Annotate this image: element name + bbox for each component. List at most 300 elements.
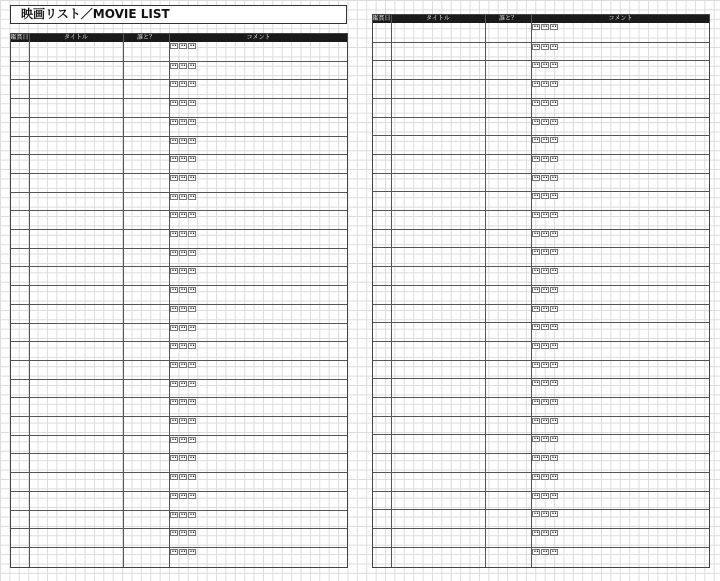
rating-boxes bbox=[532, 474, 559, 481]
rating-box[interactable]: •• bbox=[551, 324, 557, 331]
rating-boxes bbox=[170, 138, 197, 145]
table-row[interactable] bbox=[372, 378, 710, 397]
rating-box[interactable]: •• bbox=[542, 193, 548, 200]
rating-boxes bbox=[532, 530, 559, 537]
rating-box[interactable]: •• bbox=[542, 436, 548, 443]
rating-box[interactable]: •• bbox=[533, 324, 539, 331]
rating-box[interactable]: •• bbox=[551, 286, 557, 293]
rating-box[interactable]: •• bbox=[180, 231, 186, 237]
rating-box[interactable]: •• bbox=[542, 137, 548, 144]
rating-boxes bbox=[532, 493, 559, 500]
rating-box[interactable]: •• bbox=[171, 62, 177, 69]
rating-boxes bbox=[170, 455, 197, 462]
rating-box[interactable]: •• bbox=[171, 399, 177, 406]
rating-box[interactable]: •• bbox=[189, 100, 195, 107]
rating-box[interactable]: •• bbox=[180, 361, 186, 368]
rating-box[interactable]: •• bbox=[533, 305, 539, 312]
table-row[interactable] bbox=[10, 210, 348, 229]
rating-boxes bbox=[170, 325, 197, 332]
rating-box[interactable]: •• bbox=[189, 193, 195, 200]
rating-boxes bbox=[532, 436, 559, 443]
rating-box[interactable]: •• bbox=[189, 212, 195, 219]
rating-boxes bbox=[170, 175, 197, 182]
rating-box[interactable]: •• bbox=[180, 287, 186, 294]
rating-box[interactable]: •• bbox=[551, 268, 557, 275]
rating-box[interactable]: •• bbox=[189, 137, 195, 144]
rating-box[interactable]: •• bbox=[180, 137, 186, 144]
rating-box[interactable]: •• bbox=[171, 492, 177, 499]
rating-boxes bbox=[170, 549, 197, 556]
rating-box[interactable]: •• bbox=[533, 268, 539, 275]
rating-box[interactable]: •• bbox=[533, 342, 539, 349]
rating-boxes bbox=[170, 287, 197, 294]
rating-boxes bbox=[170, 381, 197, 388]
rating-box[interactable]: •• bbox=[533, 529, 539, 536]
rating-box[interactable]: •• bbox=[180, 305, 186, 312]
rating-box[interactable]: •• bbox=[189, 530, 195, 537]
rating-box[interactable]: •• bbox=[171, 343, 177, 350]
rating-box[interactable]: •• bbox=[542, 174, 548, 181]
table-row[interactable] bbox=[10, 79, 348, 98]
rating-boxes bbox=[170, 231, 197, 238]
rating-boxes bbox=[170, 250, 197, 257]
rating-box[interactable]: •• bbox=[542, 492, 548, 499]
rating-box[interactable]: •• bbox=[542, 24, 548, 30]
rating-boxes bbox=[532, 81, 559, 88]
rating-box[interactable]: •• bbox=[189, 43, 195, 49]
table-row[interactable] bbox=[10, 42, 348, 61]
rating-boxes bbox=[170, 268, 197, 275]
rating-boxes bbox=[532, 212, 559, 219]
rating-box[interactable]: •• bbox=[551, 548, 557, 555]
rating-box[interactable]: •• bbox=[533, 455, 539, 462]
rating-box[interactable]: •• bbox=[551, 99, 557, 106]
table-row[interactable] bbox=[372, 304, 710, 323]
rating-boxes bbox=[170, 63, 197, 70]
rating-box[interactable]: •• bbox=[551, 361, 557, 368]
rating-boxes bbox=[170, 362, 197, 369]
rating-box[interactable]: •• bbox=[551, 155, 557, 162]
rating-box[interactable]: •• bbox=[542, 455, 548, 462]
rating-box[interactable]: •• bbox=[189, 548, 195, 555]
rating-box[interactable]: •• bbox=[180, 174, 186, 181]
rating-box[interactable]: •• bbox=[189, 62, 195, 69]
table-row[interactable] bbox=[372, 397, 710, 416]
rating-box[interactable]: •• bbox=[551, 305, 557, 312]
table-row[interactable] bbox=[372, 472, 710, 491]
rating-box[interactable]: •• bbox=[180, 343, 186, 350]
rating-box[interactable]: •• bbox=[171, 81, 177, 88]
rating-box[interactable]: •• bbox=[542, 511, 548, 518]
rating-box[interactable]: •• bbox=[542, 361, 548, 368]
rating-box[interactable]: •• bbox=[171, 156, 177, 163]
rating-box[interactable]: •• bbox=[180, 530, 186, 537]
rating-boxes bbox=[532, 549, 559, 556]
table-header bbox=[10, 33, 348, 42]
rating-box[interactable]: •• bbox=[171, 380, 177, 387]
rating-box[interactable]: •• bbox=[533, 436, 539, 443]
table-row[interactable] bbox=[10, 266, 348, 285]
rating-box[interactable]: •• bbox=[171, 530, 177, 537]
rating-box[interactable]: •• bbox=[180, 212, 186, 219]
rating-box[interactable]: •• bbox=[171, 231, 177, 237]
rating-boxes bbox=[532, 231, 559, 238]
rating-box[interactable]: •• bbox=[180, 455, 186, 462]
rating-box[interactable]: •• bbox=[180, 418, 186, 424]
table-row[interactable] bbox=[10, 304, 348, 323]
rating-boxes bbox=[170, 474, 197, 481]
rating-box[interactable]: •• bbox=[533, 81, 539, 88]
rating-box[interactable]: •• bbox=[542, 99, 548, 106]
rating-box[interactable]: •• bbox=[171, 193, 177, 200]
column-header-date: 鑑賞日 bbox=[10, 34, 29, 41]
column-header-title: タイトル bbox=[426, 15, 450, 22]
table-row[interactable] bbox=[372, 154, 710, 173]
rating-box[interactable]: •• bbox=[551, 62, 557, 69]
table-row[interactable] bbox=[10, 136, 348, 155]
rating-box[interactable]: •• bbox=[542, 380, 548, 387]
movie-list-page-right bbox=[372, 14, 710, 568]
rating-box[interactable]: •• bbox=[189, 249, 195, 256]
rating-box[interactable]: •• bbox=[171, 174, 177, 181]
rating-box[interactable]: •• bbox=[551, 174, 557, 181]
table-row[interactable] bbox=[10, 98, 348, 117]
rating-box[interactable]: •• bbox=[551, 212, 557, 218]
rating-box[interactable]: •• bbox=[533, 137, 539, 144]
rating-boxes bbox=[532, 380, 559, 387]
rating-box[interactable]: •• bbox=[533, 492, 539, 499]
table-row[interactable] bbox=[372, 135, 710, 154]
rating-box[interactable]: •• bbox=[180, 474, 186, 481]
rating-boxes bbox=[532, 119, 559, 126]
rating-box[interactable]: •• bbox=[180, 399, 186, 406]
rating-boxes bbox=[532, 418, 559, 425]
rating-box[interactable]: •• bbox=[542, 529, 548, 536]
column-header-with-whom: 誰と？ bbox=[136, 34, 155, 41]
table-row[interactable] bbox=[10, 360, 348, 379]
rating-box[interactable]: •• bbox=[542, 399, 548, 405]
table-row[interactable] bbox=[10, 547, 348, 566]
rating-box[interactable]: •• bbox=[189, 174, 195, 181]
rating-box[interactable]: •• bbox=[533, 230, 539, 237]
rating-box[interactable]: •• bbox=[533, 399, 539, 405]
rating-box[interactable]: •• bbox=[533, 417, 539, 424]
table-row[interactable] bbox=[372, 341, 710, 360]
rating-box[interactable]: •• bbox=[189, 305, 195, 312]
rating-box[interactable]: •• bbox=[551, 473, 557, 480]
rating-box[interactable]: •• bbox=[189, 380, 195, 387]
rating-box[interactable]: •• bbox=[180, 81, 186, 88]
rating-box[interactable]: •• bbox=[533, 361, 539, 368]
rating-boxes bbox=[170, 530, 197, 537]
rating-box[interactable]: •• bbox=[551, 511, 557, 518]
rating-box[interactable]: •• bbox=[180, 249, 186, 256]
rating-box[interactable]: •• bbox=[180, 436, 186, 443]
table-row[interactable] bbox=[10, 117, 348, 136]
table-row[interactable] bbox=[10, 416, 348, 435]
table-row[interactable] bbox=[372, 229, 710, 248]
rating-box[interactable]: •• bbox=[551, 380, 557, 387]
rating-box[interactable]: •• bbox=[551, 43, 557, 50]
rating-box[interactable]: •• bbox=[551, 249, 557, 256]
rating-boxes bbox=[532, 455, 559, 462]
rating-box[interactable]: •• bbox=[542, 155, 548, 162]
rating-box[interactable]: •• bbox=[551, 417, 557, 424]
rating-boxes bbox=[170, 156, 197, 163]
table-row[interactable] bbox=[372, 60, 710, 79]
rating-box[interactable]: •• bbox=[171, 249, 177, 256]
rating-box[interactable]: •• bbox=[189, 399, 195, 406]
rating-box[interactable]: •• bbox=[542, 118, 548, 125]
table-row[interactable] bbox=[372, 434, 710, 453]
rating-box[interactable]: •• bbox=[180, 324, 186, 331]
rating-box[interactable]: •• bbox=[189, 287, 195, 294]
table-row[interactable] bbox=[372, 247, 710, 266]
rating-box[interactable]: •• bbox=[180, 118, 186, 125]
rating-boxes bbox=[170, 306, 197, 313]
rating-box[interactable]: •• bbox=[551, 529, 557, 536]
rating-box[interactable]: •• bbox=[171, 287, 177, 294]
rating-box[interactable]: •• bbox=[533, 174, 539, 181]
rating-boxes bbox=[532, 511, 559, 518]
movie-list-page-left bbox=[10, 33, 348, 568]
rating-box[interactable]: •• bbox=[551, 81, 557, 88]
rating-boxes bbox=[532, 343, 559, 350]
rating-boxes bbox=[170, 437, 197, 444]
rating-box[interactable]: •• bbox=[551, 399, 557, 405]
rating-box[interactable]: •• bbox=[542, 62, 548, 69]
rating-boxes bbox=[170, 399, 197, 406]
rating-box[interactable]: •• bbox=[542, 249, 548, 256]
rating-boxes bbox=[170, 418, 197, 425]
rating-box[interactable]: •• bbox=[542, 81, 548, 88]
rating-boxes bbox=[170, 119, 197, 126]
rating-box[interactable]: •• bbox=[171, 455, 177, 462]
rating-boxes bbox=[170, 43, 197, 50]
rating-box[interactable]: •• bbox=[171, 361, 177, 368]
table-row[interactable] bbox=[372, 23, 710, 42]
table-row[interactable] bbox=[372, 360, 710, 379]
table-row[interactable] bbox=[10, 435, 348, 454]
rating-box[interactable]: •• bbox=[189, 474, 195, 481]
rating-box[interactable]: •• bbox=[542, 342, 548, 349]
table-row[interactable] bbox=[372, 416, 710, 435]
table-row[interactable] bbox=[372, 266, 710, 285]
table-row[interactable] bbox=[10, 491, 348, 510]
rating-box[interactable]: •• bbox=[180, 380, 186, 387]
rating-box[interactable]: •• bbox=[533, 99, 539, 106]
rating-boxes bbox=[532, 362, 559, 369]
rating-box[interactable]: •• bbox=[180, 193, 186, 200]
rating-box[interactable]: •• bbox=[189, 324, 195, 331]
rating-box[interactable]: •• bbox=[171, 137, 177, 144]
rating-box[interactable]: •• bbox=[189, 436, 195, 443]
table-row[interactable] bbox=[10, 173, 348, 192]
table-row[interactable] bbox=[10, 510, 348, 529]
rating-box[interactable]: •• bbox=[551, 436, 557, 443]
rating-box[interactable]: •• bbox=[542, 305, 548, 312]
rating-box[interactable]: •• bbox=[542, 417, 548, 424]
table-row[interactable] bbox=[372, 453, 710, 472]
rating-box[interactable]: •• bbox=[542, 286, 548, 293]
rating-box[interactable]: •• bbox=[171, 305, 177, 312]
rating-box[interactable]: •• bbox=[171, 324, 177, 331]
rating-box[interactable]: •• bbox=[533, 212, 539, 218]
rating-box[interactable]: •• bbox=[189, 343, 195, 350]
table-row[interactable] bbox=[10, 192, 348, 211]
table-row[interactable] bbox=[372, 509, 710, 528]
rating-boxes bbox=[532, 249, 559, 256]
table-row[interactable] bbox=[372, 117, 710, 136]
rating-box[interactable]: •• bbox=[533, 286, 539, 293]
rating-box[interactable]: •• bbox=[189, 511, 195, 518]
rating-box[interactable]: •• bbox=[533, 249, 539, 256]
rating-box[interactable]: •• bbox=[189, 231, 195, 237]
column-header-date: 鑑賞日 bbox=[372, 15, 391, 22]
rating-box[interactable]: •• bbox=[171, 548, 177, 555]
rating-boxes bbox=[170, 81, 197, 88]
rating-boxes bbox=[532, 100, 559, 107]
table-row[interactable] bbox=[372, 210, 710, 229]
rating-box[interactable]: •• bbox=[171, 436, 177, 443]
table-row[interactable] bbox=[10, 248, 348, 267]
rating-boxes bbox=[532, 175, 559, 182]
rating-box[interactable]: •• bbox=[180, 156, 186, 163]
rating-box[interactable]: •• bbox=[171, 43, 177, 49]
rating-box[interactable]: •• bbox=[180, 62, 186, 69]
rating-box[interactable]: •• bbox=[551, 193, 557, 200]
rating-box[interactable]: •• bbox=[551, 118, 557, 125]
rating-box[interactable]: •• bbox=[533, 62, 539, 69]
column-header-comment: コメント bbox=[608, 15, 633, 22]
rating-boxes bbox=[170, 512, 197, 519]
column-header-comment: コメント bbox=[246, 34, 271, 41]
rating-box[interactable]: •• bbox=[542, 230, 548, 237]
rating-box[interactable]: •• bbox=[533, 155, 539, 162]
table-row[interactable] bbox=[10, 323, 348, 342]
rating-boxes bbox=[170, 343, 197, 350]
rating-box[interactable]: •• bbox=[171, 212, 177, 219]
rating-box[interactable]: •• bbox=[551, 137, 557, 144]
rating-box[interactable]: •• bbox=[189, 81, 195, 88]
rating-box[interactable]: •• bbox=[189, 118, 195, 125]
rating-boxes bbox=[532, 193, 559, 200]
rating-box[interactable]: •• bbox=[542, 548, 548, 555]
rating-boxes bbox=[532, 306, 559, 313]
rating-box[interactable]: •• bbox=[189, 418, 195, 424]
table-row[interactable] bbox=[372, 191, 710, 210]
table-row[interactable] bbox=[372, 42, 710, 61]
rating-box[interactable]: •• bbox=[542, 324, 548, 331]
column-header-title: タイトル bbox=[64, 34, 88, 41]
rating-boxes bbox=[170, 100, 197, 107]
table-header bbox=[372, 14, 710, 23]
table-row[interactable] bbox=[372, 285, 710, 304]
table-row[interactable] bbox=[10, 341, 348, 360]
rating-box[interactable]: •• bbox=[171, 511, 177, 518]
rating-box[interactable]: •• bbox=[542, 212, 548, 218]
rating-box[interactable]: •• bbox=[542, 268, 548, 275]
rating-boxes bbox=[532, 44, 559, 51]
table-row[interactable] bbox=[372, 528, 710, 547]
rating-box[interactable]: •• bbox=[551, 455, 557, 462]
rating-box[interactable]: •• bbox=[180, 511, 186, 518]
rating-box[interactable]: •• bbox=[542, 473, 548, 480]
rating-boxes bbox=[532, 24, 559, 31]
rating-box[interactable]: •• bbox=[542, 43, 548, 50]
rating-box[interactable]: •• bbox=[533, 548, 539, 555]
rating-boxes bbox=[532, 287, 559, 294]
rating-box[interactable]: •• bbox=[533, 380, 539, 387]
rating-boxes bbox=[532, 62, 559, 69]
rating-box[interactable]: •• bbox=[171, 474, 177, 481]
table-row[interactable] bbox=[372, 173, 710, 192]
table-row[interactable] bbox=[372, 547, 710, 566]
rating-boxes bbox=[532, 324, 559, 331]
rating-box[interactable]: •• bbox=[533, 193, 539, 200]
rating-box[interactable]: •• bbox=[189, 361, 195, 368]
rating-box[interactable]: •• bbox=[551, 492, 557, 499]
rating-box[interactable]: •• bbox=[171, 268, 177, 275]
rating-box[interactable]: •• bbox=[189, 455, 195, 462]
table-row[interactable] bbox=[10, 397, 348, 416]
table-row[interactable] bbox=[372, 79, 710, 98]
rating-box[interactable]: •• bbox=[171, 118, 177, 125]
table-row[interactable] bbox=[10, 61, 348, 80]
rating-box[interactable]: •• bbox=[551, 24, 557, 30]
rating-boxes bbox=[532, 156, 559, 163]
rating-box[interactable]: •• bbox=[180, 548, 186, 555]
rating-box[interactable]: •• bbox=[180, 100, 186, 107]
rating-box[interactable]: •• bbox=[551, 230, 557, 237]
table-row[interactable] bbox=[10, 528, 348, 547]
page-title: 映画リスト／MOVIE LIST bbox=[10, 5, 347, 24]
rating-box[interactable]: •• bbox=[533, 473, 539, 480]
table-body bbox=[10, 42, 348, 568]
rating-boxes bbox=[532, 268, 559, 275]
rating-box[interactable]: •• bbox=[533, 511, 539, 518]
rating-boxes bbox=[170, 194, 197, 201]
rating-boxes bbox=[532, 399, 559, 406]
table-body bbox=[372, 23, 710, 568]
rating-box[interactable]: •• bbox=[180, 43, 186, 49]
rating-box[interactable]: •• bbox=[180, 268, 186, 275]
rating-box[interactable]: •• bbox=[171, 418, 177, 424]
rating-boxes bbox=[170, 212, 197, 219]
column-header-with-whom: 誰と？ bbox=[498, 15, 517, 22]
rating-box[interactable]: •• bbox=[171, 100, 177, 107]
table-row[interactable] bbox=[10, 379, 348, 398]
table-row[interactable] bbox=[372, 322, 710, 341]
rating-box[interactable]: •• bbox=[551, 342, 557, 349]
rating-boxes bbox=[170, 493, 197, 500]
rating-box[interactable]: •• bbox=[180, 492, 186, 499]
rating-boxes bbox=[532, 137, 559, 144]
rating-box[interactable]: •• bbox=[189, 156, 195, 163]
table-row[interactable] bbox=[372, 491, 710, 510]
table-row[interactable] bbox=[10, 472, 348, 491]
table-row[interactable] bbox=[10, 285, 348, 304]
rating-box[interactable]: •• bbox=[533, 118, 539, 125]
rating-box[interactable]: •• bbox=[533, 43, 539, 50]
table-row[interactable] bbox=[10, 453, 348, 472]
table-row[interactable] bbox=[10, 229, 348, 248]
rating-box[interactable]: •• bbox=[189, 492, 195, 499]
table-row[interactable] bbox=[372, 98, 710, 117]
rating-box[interactable]: •• bbox=[533, 24, 539, 30]
table-row[interactable] bbox=[10, 154, 348, 173]
rating-box[interactable]: •• bbox=[189, 268, 195, 275]
